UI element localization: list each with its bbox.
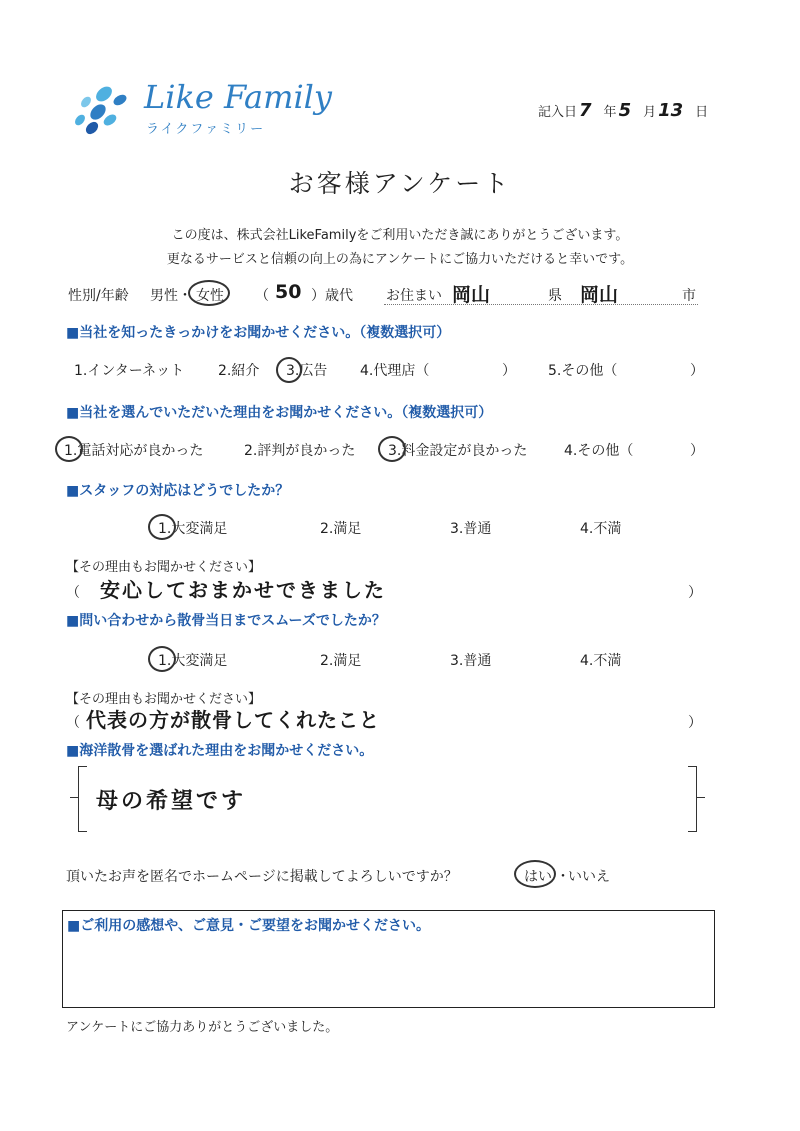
q1-option-3: 3.広告 (286, 363, 328, 379)
intro-line-1: この度は、株式会社LikeFamilyをご利用いただき誠にありがとうございます。 (171, 228, 629, 243)
q4-heading: ■問い合わせから散骨当日までスムーズでしたか？ (66, 613, 386, 629)
q4-option-4: 4.不満 (580, 653, 622, 669)
age-open: （ (255, 288, 269, 304)
q4-reason-label: 【その理由もお聞かせください】 (66, 692, 262, 707)
q5-heading: ■海洋散骨を選ばれた理由をお聞かせください。 (66, 743, 374, 759)
q2-heading: ■当社を選んでいただいた理由をお聞かせください。（複数選択可） (66, 405, 493, 421)
publish-yes-circle (514, 860, 556, 888)
age-value: 50 (275, 281, 302, 303)
entry-date (538, 100, 708, 121)
q1-heading: ■当社を知ったきっかけをお聞かせください。（複数選択可） (66, 325, 451, 341)
city-unit: 市 (682, 288, 696, 304)
female-selected-circle (188, 280, 230, 306)
brand-kana: ライクファミリー (146, 122, 266, 137)
page-title: お客様アンケート (288, 169, 512, 198)
intro-line-2: 更なるサービスと信頼の向上の為にアンケートにご協力いただけると幸いです。 (166, 252, 634, 267)
feedback-heading: ■ご利用の感想や、ご意見・ご要望をお聞かせください。 (67, 918, 430, 934)
q3-reason-close: ） (688, 585, 702, 601)
q2-option-4-close: ） (690, 443, 704, 459)
q3-option-1: 1.大変満足 (158, 521, 228, 537)
prefecture-value: 岡山 (452, 284, 491, 306)
q3-option-2: 2.満足 (320, 521, 362, 537)
entry-year: 7 (579, 100, 592, 121)
gender-age-label: 性別/年齢 (68, 288, 129, 304)
droplets-logo-icon (70, 82, 130, 138)
q3-option-1-circle (148, 514, 176, 540)
publish-no: いいえ (568, 869, 610, 885)
q1-option-4: 4.代理店（ (360, 363, 430, 379)
q5-right-bracket-tick (697, 797, 705, 798)
q1-option-1: 1.インターネット (74, 363, 185, 379)
q4-reason-close: ） (688, 715, 702, 731)
q4-reason-open: （ (66, 715, 80, 731)
q4-reason-answer: 代表の方が散骨してくれたこと (86, 708, 380, 732)
q3-option-3: 3.普通 (450, 521, 492, 537)
entry-day: 13 (658, 100, 684, 121)
q1-option-3-circle (276, 357, 302, 383)
q1-option-2: 2.紹介 (218, 363, 260, 379)
logo (70, 80, 340, 140)
q3-reason-answer: 安心しておまかせできました (100, 578, 386, 602)
q3-heading: ■スタッフの対応はどうでしたか？ (66, 483, 290, 499)
gender-male: 男性・ (150, 288, 192, 304)
q4-option-1: 1.大変満足 (158, 653, 228, 669)
closing-text: アンケートにご協力ありがとうございました。 (66, 1020, 339, 1035)
q5-left-bracket (78, 766, 87, 832)
day-unit: 日 (695, 105, 709, 120)
q5-left-bracket-tick (70, 797, 78, 798)
q3-option-4: 4.不満 (580, 521, 622, 537)
publish-yes: はい (524, 869, 552, 885)
prefecture-unit: 県 (548, 288, 562, 304)
q2-option-4: 4.その他（ (564, 443, 634, 459)
age-close: ）歳代 (311, 288, 353, 304)
year-unit: 年 (603, 105, 617, 120)
city-value: 岡山 (580, 284, 619, 306)
gender-female: 女性 (196, 288, 224, 304)
address-label: お住まい (386, 288, 442, 304)
month-unit: 月 (643, 105, 657, 120)
q1-option-5: 5.その他（ (548, 363, 618, 379)
q2-option-2: 2.評判が良かった (244, 443, 356, 459)
q2-option-1: 1.電話対応が良かった (64, 443, 204, 459)
q5-answer: 母の希望です (96, 789, 247, 814)
address-underline (384, 304, 698, 305)
q3-reason-label: 【その理由もお聞かせください】 (66, 560, 262, 575)
q1-option-4-close: ） (502, 363, 516, 379)
q4-option-1-circle (148, 646, 176, 672)
q5-right-bracket (688, 766, 697, 832)
publish-question: 頂いたお声を匿名でホームページに掲載してよろしいですか？ (66, 869, 458, 885)
q2-option-1-circle (55, 436, 83, 462)
entry-date-label: 記入日 (538, 105, 578, 120)
q1-option-5-close: ） (690, 363, 704, 379)
entry-month: 5 (618, 100, 632, 121)
q2-option-3-circle (378, 436, 406, 462)
feedback-box[interactable] (62, 910, 715, 1008)
q2-option-3: 3.料金設定が良かった (388, 443, 528, 459)
q4-option-2: 2.満足 (320, 653, 362, 669)
brand-name: Like Family (144, 78, 332, 116)
publish-separator: ・ (556, 869, 570, 885)
q3-reason-open: （ (66, 585, 80, 601)
q4-option-3: 3.普通 (450, 653, 492, 669)
